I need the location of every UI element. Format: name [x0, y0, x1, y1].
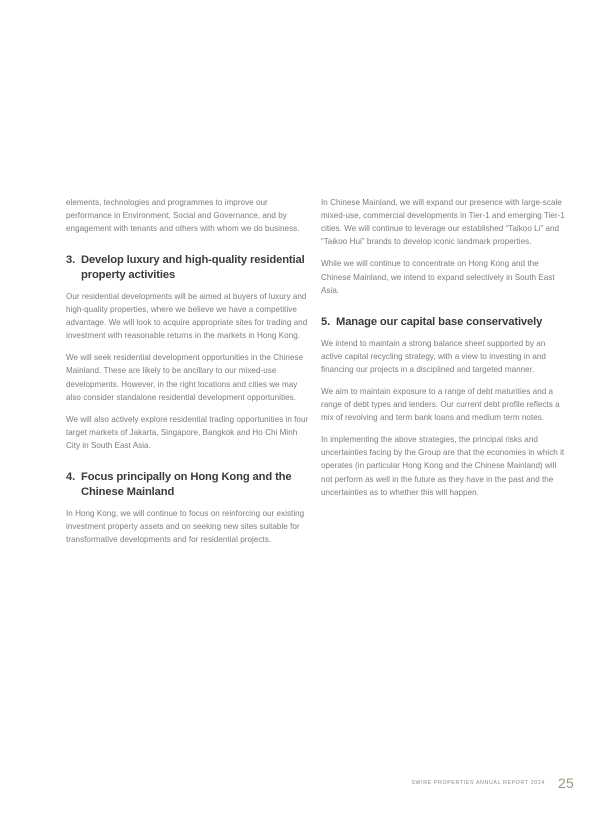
paragraph: In Hong Kong, we will continue to focus on reinforcing our existing investment property assets and on seeking new sites suitable for transformative developments and for residential projects. [66, 508, 305, 544]
footer-publication-title: SWIRE PROPERTIES ANNUAL REPORT 2024 [411, 780, 546, 786]
strategy-item-3 [66, 253, 311, 283]
paragraph: We will seek residential development opportunities in the Chinese Mainland. These are likely to be ancillary to our mixed-use developments. However, in the right locations and cities we may also consider standalone residential development opportunities. [66, 353, 304, 402]
strategy-item-5-body [321, 337, 566, 425]
strategy-item-4 [66, 470, 311, 500]
strategy-item-3-number: 3. [66, 254, 76, 267]
strategy-item-3-heading: Develop luxury and high-quality residential property activities [81, 254, 305, 282]
page-number: 25 [558, 775, 574, 791]
right-continued-paragraph: In Chinese Mainland, we will expand our presence with large-scale mixed-use, commercial developments in Tier-1 and emerging Tier-1 cities. We will continue to leverage our established “Taikoo Li” and “Taikoo Hui” brands to develop iconic landmark properties. [321, 198, 565, 247]
right-continued-paragraph: While we will continue to concentrate on Hong Kong and the Chinese Mainland, we intend to expand selectively in South East Asia. [321, 259, 555, 295]
closing-paragraph: In implementing the above strategies, the principal risks and uncertainties facing by the Group are that the economies in which it operates (in particular Hong Kong and the Chinese Mainland) will not perform as well in the future as they have in the past and the uncertainties as to whether this will happen. [321, 435, 565, 497]
strategy-item-3-body [66, 290, 311, 452]
strategy-item-5-number: 5. [321, 315, 331, 328]
paragraph: We intend to maintain a strong balance sheet supported by an active capital recycling strategy, with a view to investing in and financing our projects in a disciplined and targeted manner. [321, 338, 546, 374]
page-footer [0, 776, 600, 790]
two-column-body [0, 196, 600, 555]
strategy-item-5 [321, 315, 566, 330]
left-continued-paragraph: elements, technologies and programmes to improve our performance in Environment, Social and Governance, and by engagement with tenants and others with whom we do business. [66, 198, 300, 234]
strategy-item-4-heading: Focus principally on Hong Kong and the Chinese Mainland [81, 471, 292, 498]
strategy-item-4-body [66, 507, 311, 546]
strategy-item-5-heading: Manage our capital base conservatively [336, 315, 543, 328]
left-column [66, 196, 311, 555]
paragraph: We aim to maintain exposure to a range of debt maturities and a range of debt types and lenders. Our current debt profile reflects a mix of revolving and term bank loans and medium term notes. [321, 386, 560, 423]
paragraph: We will also actively explore residential trading opportunities in four target markets of Jakarta, Singapore, Bangkok and Ho Chi Minh City in South East Asia. [66, 414, 309, 450]
strategy-item-4-number: 4. [66, 471, 76, 484]
paragraph: Our residential developments will be aimed at buyers of luxury and high-quality properties, where we believe we have a competitive advantage. We will look to acquire appropriate sites for trading and investment with reasonable returns in the markets in Hong Kong. [66, 291, 308, 341]
right-column [321, 196, 566, 555]
